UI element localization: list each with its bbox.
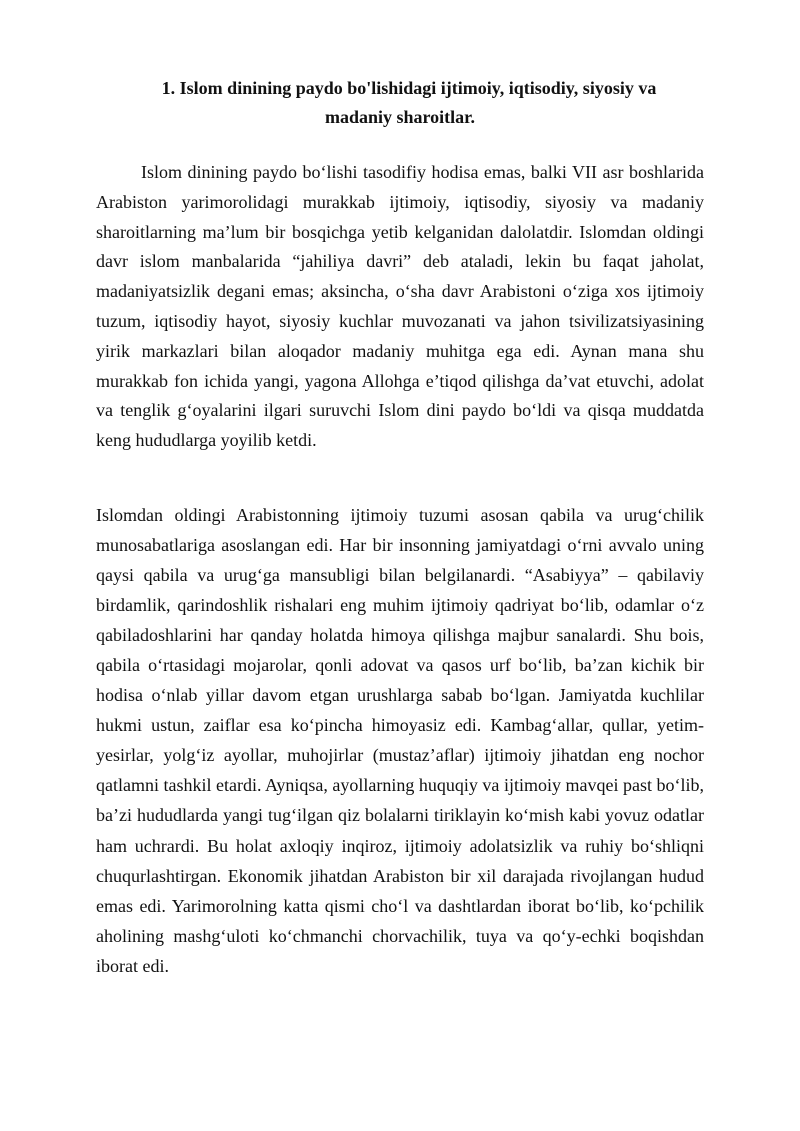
title-line-1: 1. Islom dinining paydo bo'lishidagi ijtimoiy, iqtisodiy, siyosiy va <box>161 78 657 98</box>
title-line-2: madaniy sharoitlar. <box>324 107 476 127</box>
paragraph-1: Islom dinining paydo bo‘lishi tasodifiy hodisa emas, balki VII asr boshlarida Arabiston yarimorolidagi murakkab ijtimoiy, iqtisodiy, siyosiy va madaniy sharoitlarning ma’lum bir bosqichga yetib kelganidan dalolatdir. Islomdan oldingi davr islom manbalarida “jahiliya davri” deb ataladi, lekin bu faqat jaholat, madaniyatsizlik degani emas; aksincha, o‘sha davr Arabistoni o‘ziga xos ijtimoiy tuzum, iqtisodiy hayot, siyosiy kuchlar muvozanati va jahon tsivilizatsiyasining yirik markazlari bilan aloqador madaniy muhitga ega edi. Aynan mana shu murakkab fon ichida yangi, yagona Allohga e’tiqod qilishga da’vat etuvchi, adolat va tenglik g‘oyalarini ilgari suruvchi Islom dini paydo bo‘ldi va qisqa muddatda keng hududlarga yoyilib ketdi. <box>96 162 704 451</box>
page-title <box>96 74 704 132</box>
paragraph-2: Islomdan oldingi Arabistonning ijtimoiy tuzumi asosan qabila va urug‘chilik munosabatlariga asoslangan edi. Har bir insonning jamiyatdagi o‘rni avvalo uning qaysi qabila va urug‘ga mansubligi bilan belgilanardi. “Asabiyya” – qabilaviy birdamlik, qarindoshlik rishalari eng muhim ijtimoiy qadriyat bo‘lib, odamlar o‘z qabiladoshlarini har qanday holatda himoya qilishga majbur sanalardi. Shu bois, qabila o‘rtasidagi mojarolar, qonli adovat va qasos urf bo‘lib, ba’zan kichik bir hodisa o‘nlab yillar davom etgan urushlarga sabab bo‘lgan. Jamiyatda kuchlilar hukmi ustun, zaiflar esa ko‘pincha himoyasiz edi. Kambag‘allar, qullar, yetim-yesirlar, yolg‘iz ayollar, muhojirlar (mustaz’aflar) ijtimoiy jihatdan eng nochor qatlamni tashkil etardi. Ayniqsa, ayollarning huquqiy va ijtimoiy mavqei past bo‘lib, ba’zi hududlarda yangi tug‘ilgan qiz bolalarni tiriklayin ko‘mish kabi yovuz odatlar ham uchrardi. Bu holat axloqiy inqiroz, ijtimoiy adolatsizlik va ruhiy bo‘shliqni chuqurlashtirgan. Ekonomik jihatdan Arabiston bir xil darajada rivojlangan hudud emas edi. Yarimorolning katta qismi cho‘l va dashtlardan iborat bo‘lib, ko‘pchilik aholining mashg‘uloti ko‘chmanchi chorvachilik, tuya va qo‘y-echki boqishdan iborat edi. <box>96 505 704 976</box>
